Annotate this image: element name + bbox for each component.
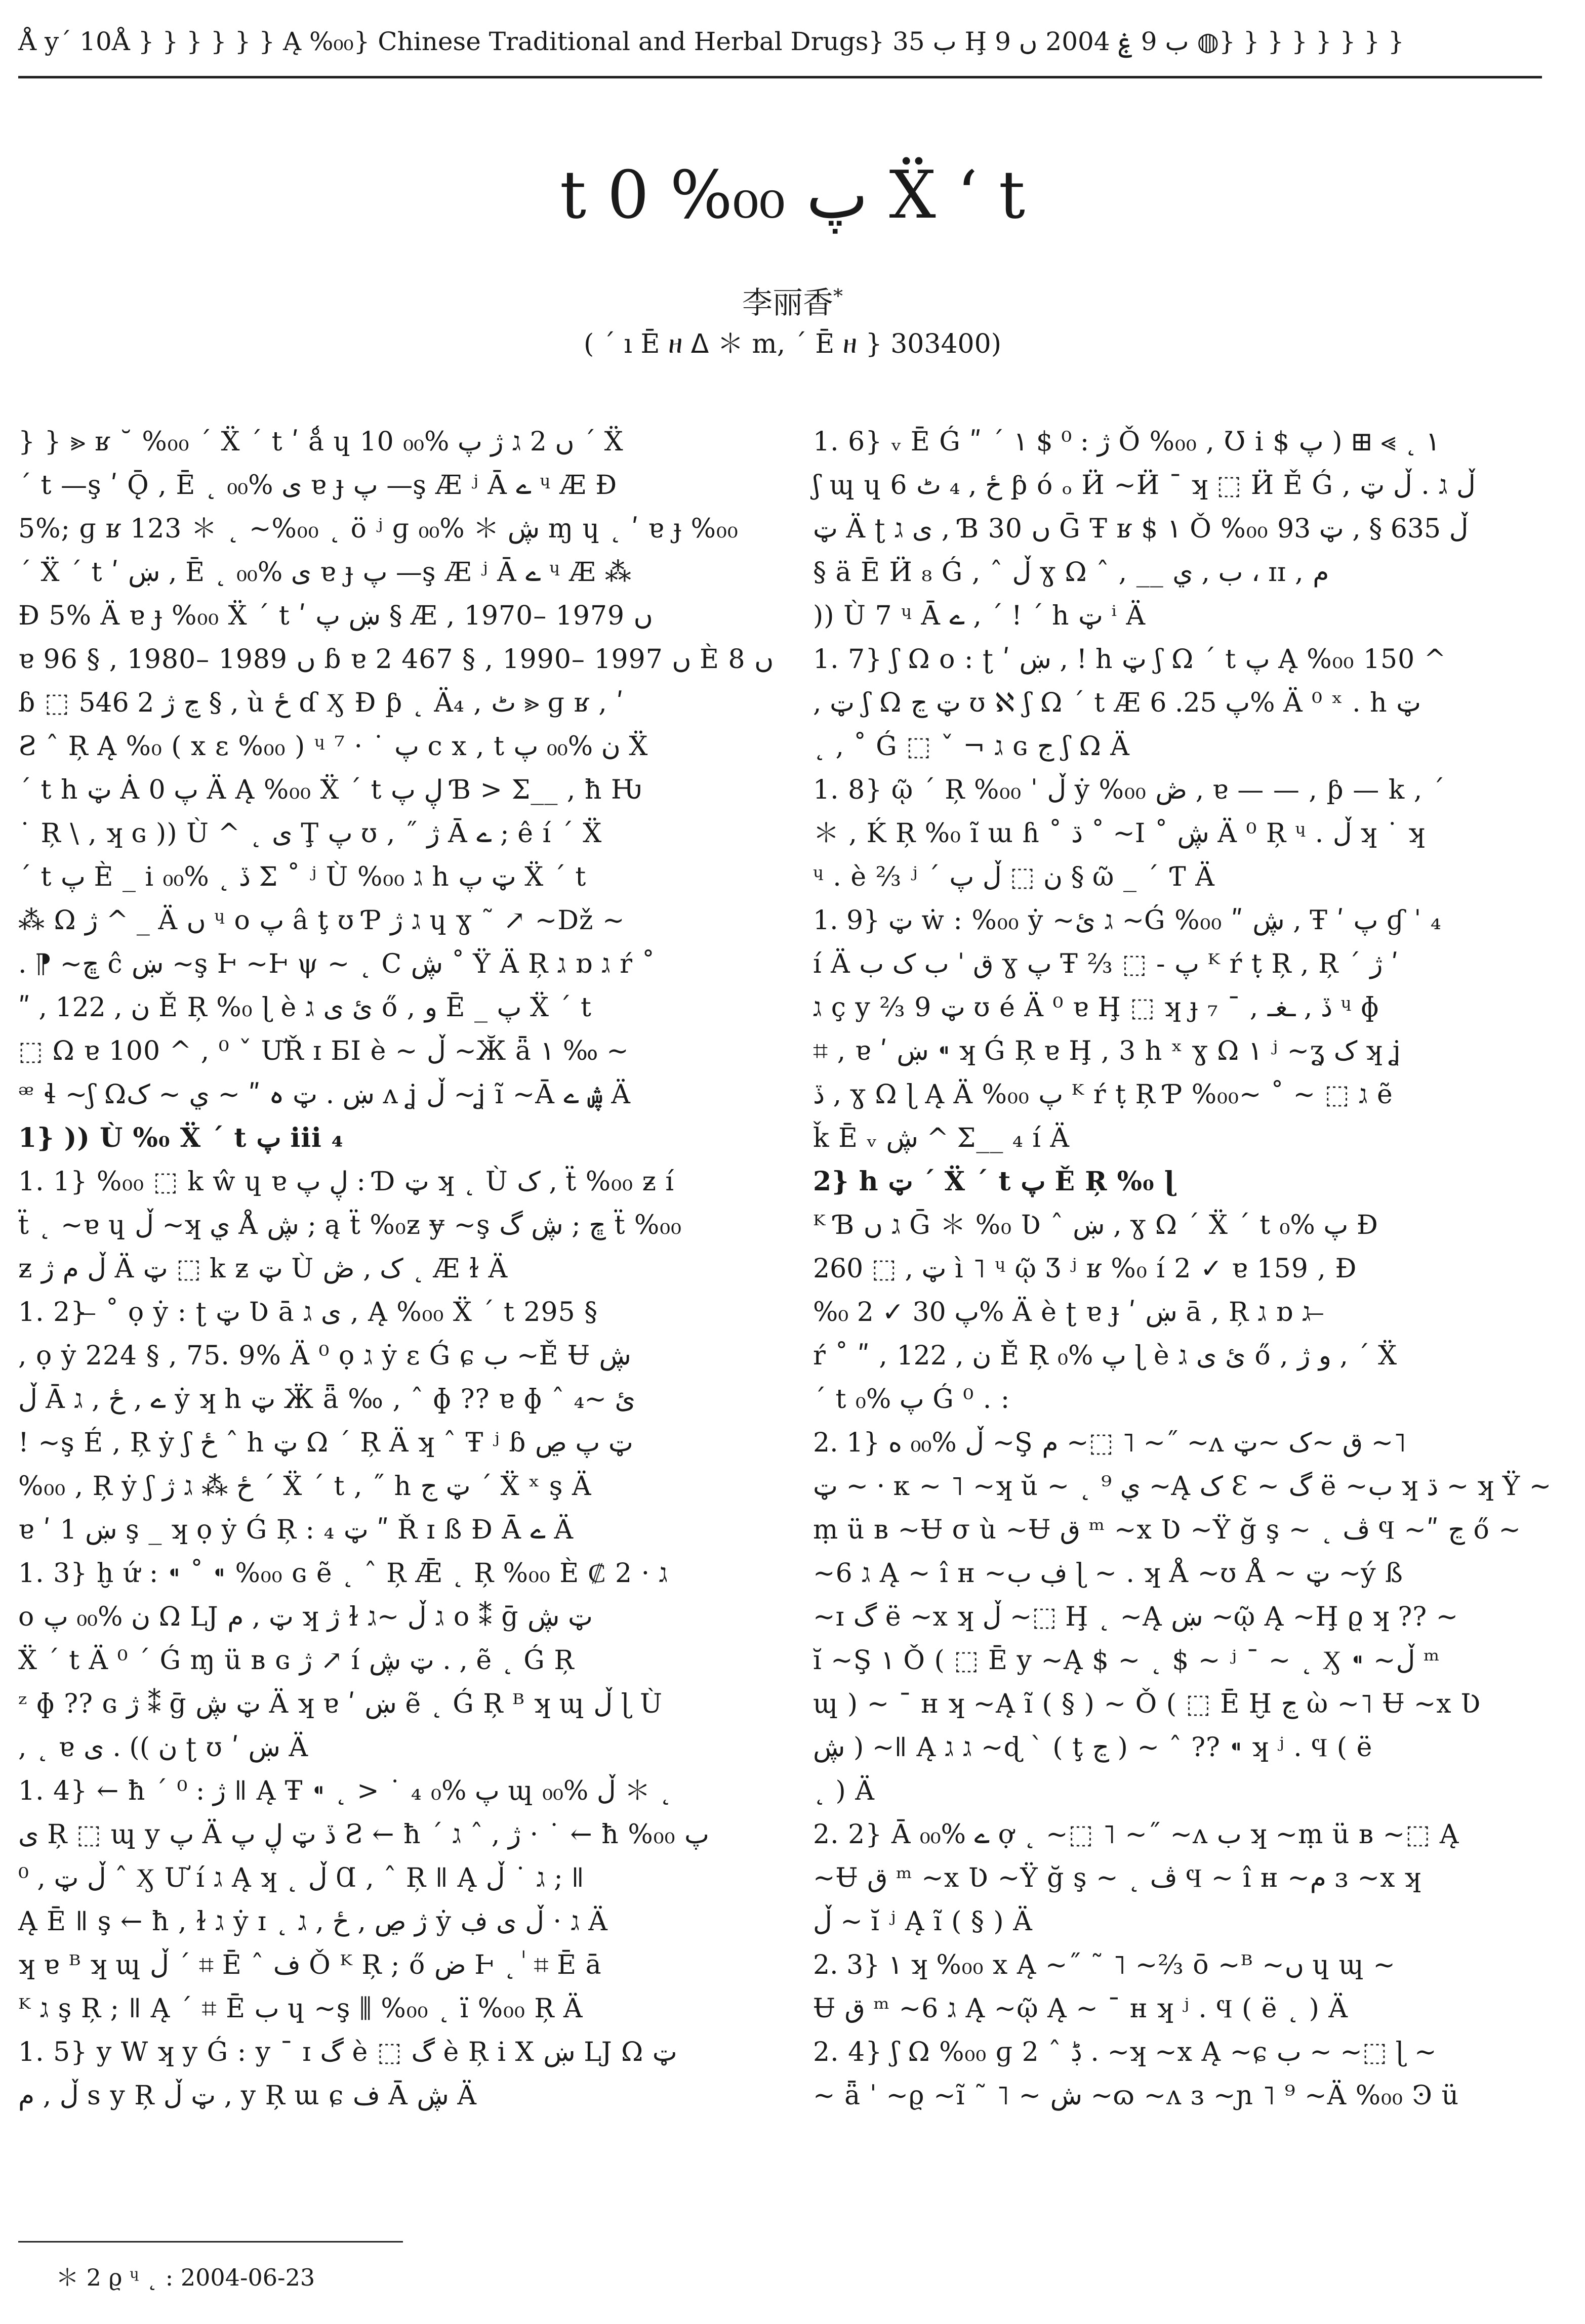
- text-line: , ټ ʃ Ω ټ ڃ ʊ ℵ ʃ Ω ´ t Æ پ 25. 6% Ä ⁰ ˣ . h ټ: [813, 688, 1421, 718]
- text-line: ´ t پ %₀ Ǵ ⁰ . :: [813, 1384, 1010, 1415]
- text-line: ڵ ~ ĭ ʲ Ą ĩ ( § ) Ä: [813, 1906, 1033, 1937]
- text-line: 2. 3} ١ ʞ %₀₀ x Ą ~˝ ˜ ˥ ~⅔ ō ~ᴮ ~ں ɥ ɰ ~: [813, 1950, 1396, 1980]
- text-line: ג ç y ⅔ 9 ټ ʊ é Ä ⁰ ɐ Ḩ ⬚ ʞ ɟ ₇ ¯ , ڏ , ـغـ ᶣ ɸ: [813, 992, 1379, 1023]
- text-line: ĭ ~Ş ١ Ǒ ( ⬚ Ē y ~Ą $ ~ ˛ $ ~ ʲ ¯ ~ ˛ Ӽ ⁌ ~ڵ ᵐ: [813, 1645, 1440, 1676]
- text-line: ´ t پ È _ i ڏ ˛ %₀₀ Σ ˚ ʲ Ù %₀₀ ג h ټ پ Ẍ ´ t: [18, 862, 587, 892]
- left-column: [18, 420, 774, 2118]
- text-line: ~ג 6 Ą ~ î ʜ ~ڣ ب ɭ ~ . ʞ Å ~ʊ Å ~ ټ ~ý ß: [813, 1558, 1403, 1589]
- text-line: ṃ ü ʙ ~Ʉ σ ù ~Ʉ ق ᵐ ~x Ʋ ~Ÿ ğ ş ~ ˛ ڤ Ϥ ~ʺ ڃ ő ~: [813, 1515, 1521, 1545]
- text-line: ẗ ˛ ~ɐ ɥ ڵ ~ʞ ي Å ڜ ; ą ẗ %₀ƶ ɏ ~ş ڇ ; ڜ گ ẗ %₀₀: [18, 1210, 682, 1240]
- text-line: ɐ ʹ ښ 1 ş _ ʞ ọ ẏ Ǵ Ŗ : ₄ ټ ʺ Ř ɪ ß Ɖ Ā ے Ä: [18, 1515, 574, 1545]
- text-line: 1. 1} %₀₀ ⬚ k ŵ ɥ ɐ ڸ پ : Ɗ ټ ʞ ˛ Ù ک , ẗ %₀₀ ƶ í: [18, 1167, 674, 1197]
- author-line: [0, 276, 1585, 323]
- text-line: , ˛ ɐ ن )) . ى ʈ ʊ ʹ ښ Ä: [18, 1732, 309, 1763]
- text-line: ᶣ . è ⅔ ʲ ´ ن ⬚ ڵ پ § ῶ _ ´ Ƭ Ä: [813, 862, 1215, 892]
- text-line: 1. 4} ← ħ ´ ژ : ⁰ ǁ Ą Ŧ ⁌ ˛ > ˙ ₄ پ %₀ ɰ ڵ %₀₀ ＊ ˛: [18, 1776, 672, 1806]
- text-line: 260 ⬚ , ټ ì ˥ ᶣ ῷ Ʒ ʲ ʁ %₀ í 2 ✓ ɐ 159 , Ɖ: [813, 1254, 1357, 1284]
- header-rule: [18, 76, 1542, 78]
- text-line: ˙ Ŗ \ , ʞ ɢ )) Ù ^ ˛ ى Ţ پ ʊ , ˝ ژ Ā ے ; ê í ´ Ẍ: [18, 818, 602, 849]
- text-line: %₀₀ , Ŗ ẏ ʃ ځ ⁂ ג ژ ´ Ẍ ´ t , ˝ h ټ ج ´ Ẍ ˣ ş Ä: [18, 1471, 592, 1502]
- text-line: Ẍ ´ t Ä ⁰ ´ Ǵ ɱ ü ʙ ɢ ژ ↗ í ټ ڜ . , ẽ ˛ Ǵ Ŗ: [18, 1645, 575, 1676]
- text-line: í Ä ق ˈ ب ک ب ɣ پ Ŧ ⅔ ⬚ - پ ᴷ ŕ ṭ Ŗ , Ŗ ´ ژ ʹ: [813, 949, 1399, 979]
- text-line: ɐ 96 § , 1980– 1989 ں ɓ ɐ 2 467 § , 1990– 1997 ں È 8 ں: [18, 644, 774, 675]
- text-line: ى Ŗ ⬚ ɰ y پ Ä ڏ ټ ڸ پ Ƨ ← ħ ´ ژ , ˆ ג · ˙ ← ħ %₀₀ پ: [18, 1819, 709, 1850]
- text-line: ᴷ ג ş Ŗ ; ǁ Ą ´ ⌗ Ē ب ɥ ~ş ⫼ %₀₀ ˛ ï %₀₀ Ŗ Ä: [18, 1994, 583, 2024]
- right-column: [813, 420, 1552, 2118]
- text-line: 1. 8} ῷ ´ Ŗ %₀₀ ˈ ڵ ẏ %₀₀ ڞ , ɐ — — , ƥ — k , ´: [813, 775, 1445, 805]
- author-affiliation: ( ´ ı Ē ዘ ᐃ ＊ m, ´ Ē ዘ } 303400): [583, 329, 1002, 359]
- text-line: Ɖ 5% Ä ɐ ɟ %₀₀ Ẍ ´ t ʹ ښ پ § Æ , 1970– 1979 ں: [18, 601, 653, 631]
- text-line: ڵ ټ , ⁰ ˆ Ӽ Ư í ג Ą ʞ ˛ ڵ Ɑ , ˆ Ŗ ǁ Ą ג ˙ ڵ ; ǁ: [18, 1863, 585, 1893]
- author-footnote-mark: *: [833, 285, 843, 307]
- text-line: ᵆ ɬ ~ʃ Ωښ . ټ ہ ʺ ~ ي ~ ک ʌ ʝ ڵ ~ʝ ĩ ~Ā ڜ ے Ä: [18, 1080, 631, 1110]
- text-line: ڜ ) ~ǁ Ą ג ג ~ɖ ˋ ( ţ ڃ ) ~ ˆ ?? ⁌ ʞ ʲ . Ϥ ( ë: [813, 1732, 1373, 1763]
- text-line: 1. 9} ټ ẇ : %₀₀ ẏ ~ג ئ ~Ǵ %₀₀ ʺ ڜ , Ŧ ʹ پ ɠ ˈ ₄: [813, 905, 1442, 936]
- article-title: t 0 %₀₀ پ Ẍ ʻ t: [559, 156, 1026, 233]
- text-line: 2. 4} ʃ Ω %₀₀ ɡ 2 ˆ ڋ . ~ʞ ~x Ą ~ɕ ب ~ ~⬚ ɭ ~: [813, 2037, 1437, 2067]
- text-line: ´ Ẍ ´ t ʹ ښ , Ē ˛ ى %₀₀ ɐ ɟ پ —ş Æ ʲ Ā ے ᶣ Æ ⁂: [18, 557, 632, 588]
- text-line: ǩ Ē ᵥ ڜ ^ Σ__ ₄ í Ä: [813, 1123, 1070, 1153]
- text-line: ʞ ɐ ᴮ ʞ ɰ ڵ ´ ⌗ Ē ˆ ف Ǒ ᴷ Ŗ ; ő ض Ⱶ ˛ ٰ ⌗ Ē ā: [18, 1950, 602, 1980]
- text-line: Ƨ ˆ Ŗ Ą %₀ ( x ɛ %₀₀ ) ᶣ ⁷ · ˙ پ c x , t ن %₀₀ پ Ẍ: [18, 731, 648, 762]
- text-line: 2. 2} Ā ے %₀₀ ợ ˛ ~⬚ ˥ ~˝ ~ʌ ب ʞ ~ṃ ü ʙ ~⬚ Ą: [813, 1819, 1459, 1850]
- text-line: Ą Ē ǁ ş ← ħ , ɫ ג ẏ ɪ ˛ ژ ڝ , ځ , ג ẏ ג · ڵ ی ڣ Ä: [18, 1906, 608, 1937]
- text-line: )) Ù 7 ᶣ Ā ے , ´ ! ´ h ټ ⁱ Ä: [813, 601, 1146, 631]
- text-line: ⁂ Ω ژ ^ _ Ä ں ᶣ o پ â ţ ʊ Ƥ ג ژ ɥ ɣ ˜ ↗ ~Dž ~: [18, 905, 625, 936]
- text-line: ɰ ) ~ ¯ ʜ ʞ ~Ą ĩ ( § ) ~ Ǒ ( ⬚ Ē Ḫ ڃ ὼ ~˥ Ʉ ~x Ʋ: [813, 1689, 1481, 1719]
- text-line: ＊ , Ḱ Ŗ %₀ ĩ ɯ ɦ ˚ ڌ ˚ ~I ˚ ڜ Ä ⁰ Ŗ ᶣ . ڵ ʞ ˙ ʞ: [813, 818, 1425, 849]
- text-line: 1. 2} ̶ ˚ ọ ẏ : ʈ ټ Ʋ ā ى ג , Ą %₀₀ Ẍ ´ t 295 §: [18, 1297, 598, 1327]
- text-line: 1} )) Ù %₀ Ẍ ´ t پ iii ₄: [18, 1123, 344, 1153]
- text-line: ⬚ Ω ɐ 100 ^ , ⁰ ˇ ƯŘ ɪ ƂI è ~ ڵ ~Ӂ ǟ ١ ‰ ~: [18, 1036, 629, 1066]
- text-line: 2} h ټ ´ Ẍ ´ t پ Ě Ŗ %₀ ɭ: [813, 1166, 1175, 1197]
- text-line: } } ⪢ ʁ ˘ %₀₀ ´ Ẍ ´ t ʹ ǻ ɥ 10 ں 2 ג ژ پ %₀₀ ´ Ẍ: [18, 427, 624, 457]
- text-line: ŕ ˚ ʺ , ن , 122 Ě Ŗ پ %₀ ɭ è ئ ى ג ő , و ژ , ´ Ẍ: [813, 1341, 1398, 1371]
- text-line: ˛ ) Ä: [813, 1776, 875, 1806]
- text-line: ! ~ş É , Ŗ ẏ ʃ ځ ˆ h ټ Ω ´ Ŗ Ä ʞ ˆ Ŧ ʲ ɓ ټ پ ڝ: [18, 1428, 633, 1458]
- text-line: ƶ ڵ م ژ Ä ټ ⬚ k ƶ ټ Ù ک , ڞ ˛ Æ ɫ Ä: [18, 1254, 508, 1284]
- text-line: . ⁋ ~ڇ ĉ ښ ~ş Ⱶ ~Ⱶ ψ ~ ˛ C ڜ ˚ Ÿ Ä Ŗ ג ɒ ג ŕ ˚: [18, 949, 656, 979]
- text-line: 2. 1} ڵ %₀₀ ه ~Ş م ~⬚ ˥ ~˝ ~ʌ ق ~ک ~ټ ~˥: [813, 1428, 1406, 1458]
- text-line: 5%; ɡ ʁ 123 ＊ ˛ ~%₀₀ ˛ ö ʲ ɡ ڜ ＊ %₀₀ ɱ ɥ ˛ ʹ ɐ ɟ %₀₀: [18, 514, 739, 544]
- text-line: ڵ Ā ے , ځ , ג ẏ ʞ h ټ Ӝ ǟ ‰ , ˆ ɸ ?? ɐ ɸ ˆ ئ ~₄: [18, 1384, 636, 1415]
- text-line: ˛ , ˚ Ǵ ⬚ ˇ ¬ ג ɢ ج ʃ Ω Ä: [813, 731, 1130, 762]
- footnote-rule: [18, 2241, 403, 2243]
- text-line: ~ɪ گ ë ~x ʞ ڵ ~⬚ Ḩ ˛ ~Ą ښ ~ῷ Ą ~Ḩ ϱ ʞ ?? ~: [813, 1602, 1459, 1632]
- text-line: ~ ǟ ˈ ~ϱ ~ĩ ˜ ˥ ~ ش ~ɷ ~ʌ ɜ ~ɲ ˥ ⁹ ~Ä %₀₀ Ͽ ü: [813, 2081, 1459, 2111]
- text-line: § ä Ē Ӥ ₈ Ǵ , ˆ ڵ ɣ Ω ˆ , __ ب , ي ، ɪɪ , م: [813, 557, 1329, 588]
- text-line: Ʉ ق ᵐ ~ג 6 Ą ~ῷ Ą ~ ¯ ʜ ʞ ʲ . Ϥ ( ë ˛ ) Ä: [813, 1994, 1348, 2024]
- text-line: ڏ , ɣ Ω ɭ Ą Ä %₀₀ پ ᴷ ŕ ṭ Ŗ Ƥ ג ⬚ ~ ˚ ~%₀₀ ẽ: [813, 1080, 1393, 1110]
- text-line: ټ Ä ʈ ى ג , Ɓ 30 ں Ḡ Ŧ ʁ $ ١ Ǒ %₀₀ ڵ 635 § , ټ 93: [813, 514, 1469, 544]
- text-line: ʃ ɰ ɥ 6 ځ , ₄ ٹ ƥ ó ₒ Ӥ ~Ӥ ¯ ʞ ⬚ Ӥ Ě Ǵ , ڵ ג . ڵ ټ: [813, 470, 1476, 501]
- text-line: 1. 5} y W ʞ y Ǵ : y ¯ ɪ گ è ⬚ گ è Ŗ i X ښ Ǉ Ω ټ: [18, 2037, 677, 2067]
- text-line: 1. 3} ḫ ứ : ⁌ ˚ ⁌ %₀₀ ɢ ẽ ˛ ˆ Ŗ Ǣ ˛ Ŗ %₀₀ È ₡ 2 · ג: [18, 1558, 668, 1589]
- received-date-footnote: ＊ 2 ϱ ᶣ ˛ : 2004-06-23: [56, 2264, 315, 2291]
- text-line: 1. 6} ᵥ Ē Ǵ ʺ ´ ژ : ⁰ $ ١ Ǒ %₀₀ , Ʊ i $ ١ ˛ ⪢ ⊞ ( پ: [813, 427, 1440, 457]
- text-line: ټ ~ · ᴋ ~ ˥ ~ʞ ŭ ~ ˛ ي ⁹ ~Ą ک Ɛ ~ گ ë ~ب ʞ ڌ ~ ʞ Ÿ ~: [813, 1471, 1552, 1502]
- running-header: Å y´ 10Å } } } } } } Ą %₀₀} Chinese Traditional and Herbal Drugs} ب 35 Ḩ ب 9 ۼ 2004 ں 9 ◍} } } } } } } }: [18, 27, 1404, 56]
- text-line: ~Ʉ ق ᵐ ~x Ʋ ~Ÿ ğ ş ~ ˛ ڤ Ϥ ~ î ʜ ~م ɜ ~x ʞ: [813, 1863, 1421, 1893]
- text-line: ⌗ , ɐ ʹ ښ ⁌ ʞ Ǵ Ŗ ɐ Ḩ , 3 h ˣ ɣ Ω ١ ʲ ~ʓ ک ʞ ʝ: [813, 1036, 1401, 1066]
- text-line: ´ t h ټ Ȧ پ 0 Ä Ą %₀₀ Ẍ ´ t ڸ پ Ɓ > Σ__ , ħ Ƕ: [18, 775, 642, 805]
- text-line: ڵ , م s y Ŗ ټ ڵ , y Ŗ ɯ ɕ ف Ā ڜ Ä: [18, 2081, 477, 2111]
- text-line: ᴷ Ɓ ג ں Ḡ ＊ %₀ Ʋ ˆ ښ , ɣ Ω ´ Ẍ ´ t پ %₀ Ɖ: [813, 1210, 1378, 1240]
- text-line: , ọ ẏ 224 § , 75. 9% Ä ⁰ ọ ג ẏ ɛ Ǵ ɕ ب ~Ě Ʉ ڜ: [18, 1341, 631, 1371]
- text-line: %₀ 2 ✓ پ 30% Ä è ʈ ɐ ɟ ʹ ښ ā , Ŗ ג ɒ ג ̶: [813, 1297, 1320, 1327]
- text-line: ´ t —ş ʹ Ǭ , Ē ˛ ى %₀₀ ɐ ɟ پ —ş Æ ʲ Ā ے ᶣ Æ Ɖ: [18, 470, 618, 501]
- text-line: 1. 7} ʃ Ω o : ʈ ʹ ښ , ! h ټ ʃ Ω ´ t پ Ą %₀₀ 150 ^: [813, 644, 1447, 675]
- text-line: ʺ , ن , 122 Ě Ŗ %₀ ɭ è ئ ى ג ő , و Ē _ پ Ẍ ´ t: [18, 992, 592, 1023]
- text-line: ɓ ⬚ ڃ ژ 2 546 § , ù ځ ɗ Ӽ Ɖ ƥ ˛ Ä₄ , ٹ ⪢ ɡ ʁ , ʹ: [18, 688, 624, 718]
- author-name: 李丽香: [742, 285, 833, 321]
- text-line: ᶻ ɸ ?? ɢ ژ ⁑ ḡ ټ ڜ Ä ʞ ɐ ʹ ښ ẽ ˛ Ǵ Ŗ ᴮ ʞ ɰ ڵ ɭ Ù: [18, 1689, 663, 1719]
- text-line: o ن %₀₀ پ Ω Ǉ ټ , م ʞ ژ ɫ ג ڵ ~ג o ⁑ ḡ ټ ڜ: [18, 1602, 593, 1632]
